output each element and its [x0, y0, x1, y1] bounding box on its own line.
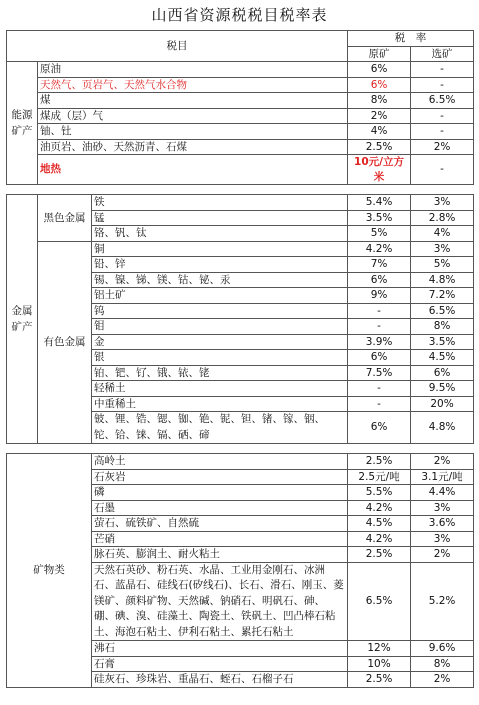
table-row	[7, 93, 474, 109]
item-name: 脉石英、膨润土、耐火粘土	[92, 547, 348, 563]
rate-concentrate: 4.8%	[411, 272, 474, 288]
item-name: 银	[92, 350, 348, 366]
item-name: 铅、锌	[92, 257, 348, 273]
rate-ore: 6.5%	[348, 562, 411, 641]
rate-concentrate: 6.5%	[411, 93, 474, 109]
rate-concentrate: 3%	[411, 195, 474, 211]
item-name: 萤石、硫铁矿、自然硫	[92, 516, 348, 532]
rate-concentrate: 9.6%	[411, 641, 474, 657]
table-row	[7, 155, 474, 185]
section-gap	[7, 185, 474, 195]
rate-concentrate: 3%	[411, 500, 474, 516]
rate-ore: 12%	[348, 641, 411, 657]
section-gap	[7, 444, 474, 454]
rate-ore: 4.2%	[348, 531, 411, 547]
item-name: 钼	[92, 319, 348, 335]
rate-ore: 6%	[348, 272, 411, 288]
rate-concentrate: -	[411, 77, 474, 93]
rate-ore: 3.5%	[348, 210, 411, 226]
table-row	[7, 139, 474, 155]
table-row	[7, 108, 474, 124]
rate-concentrate: 2%	[411, 672, 474, 688]
rate-concentrate: 5%	[411, 257, 474, 273]
item-name: 铁	[92, 195, 348, 211]
rate-concentrate: -	[411, 124, 474, 140]
rate-ore: -	[348, 381, 411, 397]
category-energy: 能源 矿产	[7, 62, 38, 185]
table-title: 山西省资源税税目税率表	[151, 6, 328, 24]
subcategory-ferrous: 黑色金属	[38, 195, 92, 242]
rate-ore: 6%	[348, 350, 411, 366]
table-row	[7, 195, 474, 211]
rate-concentrate: 2.8%	[411, 210, 474, 226]
item-name: 天然石英砂、粉石英、水晶、工业用金刚石、冰洲石、蓝晶石、硅线石(矽线石)、长石、滑石、刚玉、菱镁矿、颜料矿物、天然碱、钠硝石、明矾石、砷、硼、碘、溴、硅藻土、陶瓷土、铁矾土、凹凸棒石粘土、海泡石粘土、伊利石粘土、累托石粘土	[92, 562, 348, 641]
item-name: 中重稀土	[92, 396, 348, 412]
item-name: 石膏	[92, 656, 348, 672]
table-row	[7, 62, 474, 78]
rate-ore: 2%	[348, 108, 411, 124]
rate-concentrate: -	[411, 155, 474, 185]
item-name: 轻稀土	[92, 381, 348, 397]
rate-ore: 4.2%	[348, 500, 411, 516]
table-row	[7, 124, 474, 140]
rate-concentrate: 3.6%	[411, 516, 474, 532]
rate-concentrate: 3%	[411, 241, 474, 257]
rate-concentrate: 3.1元/吨	[411, 469, 474, 485]
rate-ore: -	[348, 303, 411, 319]
rate-concentrate: 4.5%	[411, 350, 474, 366]
item-name: 铀、钍	[38, 124, 348, 140]
table-row	[7, 77, 474, 93]
item-name: 芒硝	[92, 531, 348, 547]
rate-ore: 2.5%	[348, 547, 411, 563]
rate-ore: 4%	[348, 124, 411, 140]
rate-ore: 4.2%	[348, 241, 411, 257]
rate-concentrate: 2%	[411, 547, 474, 563]
rate-concentrate: 8%	[411, 319, 474, 335]
rate-ore: 5%	[348, 226, 411, 242]
item-name: 锡、镍、锑、镁、钴、铋、汞	[92, 272, 348, 288]
rate-ore: 2.5%	[348, 672, 411, 688]
category-nonmetal: 矿物类	[7, 454, 92, 688]
rate-concentrate: 4.8%	[411, 412, 474, 444]
item-name: 石墨	[92, 500, 348, 516]
rate-concentrate: 3%	[411, 531, 474, 547]
rate-ore: 2.5元/吨	[348, 469, 411, 485]
header-row-1	[7, 31, 474, 47]
item-name: 石灰岩	[92, 469, 348, 485]
rate-ore: 7.5%	[348, 365, 411, 381]
item-name: 天然气、页岩气、天然气水合物	[38, 77, 348, 93]
item-name: 煤成（层）气	[38, 108, 348, 124]
rate-ore: 3.9%	[348, 334, 411, 350]
item-name: 油页岩、油砂、天然沥青、石煤	[38, 139, 348, 155]
rate-ore: 10元/立方米	[348, 155, 411, 185]
item-name: 铍、锂、锆、锶、铷、铯、铌、钽、锗、镓、铟、铊、铪、铼、镉、硒、碲	[92, 412, 348, 444]
header-item: 税目	[7, 31, 348, 62]
rate-ore: 8%	[348, 93, 411, 109]
item-name: 磷	[92, 485, 348, 501]
header-ore: 原矿	[348, 46, 411, 62]
rate-ore: 6%	[348, 77, 411, 93]
rate-concentrate: 3.5%	[411, 334, 474, 350]
rate-concentrate: -	[411, 108, 474, 124]
item-name: 原油	[38, 62, 348, 78]
table-row	[7, 241, 474, 257]
item-name: 铝土矿	[92, 288, 348, 304]
item-name: 煤	[38, 93, 348, 109]
rate-concentrate: 6.5%	[411, 303, 474, 319]
rate-concentrate: 2%	[411, 454, 474, 470]
rate-ore: 10%	[348, 656, 411, 672]
rate-ore: 7%	[348, 257, 411, 273]
rate-concentrate: -	[411, 62, 474, 78]
rate-ore: 2.5%	[348, 139, 411, 155]
rate-concentrate: 5.2%	[411, 562, 474, 641]
rate-ore: 6%	[348, 62, 411, 78]
rate-concentrate: 8%	[411, 656, 474, 672]
rate-concentrate: 20%	[411, 396, 474, 412]
item-name: 地热	[38, 155, 348, 185]
rate-ore: 2.5%	[348, 454, 411, 470]
item-name: 金	[92, 334, 348, 350]
rate-ore: -	[348, 319, 411, 335]
header-rate: 税 率	[348, 31, 474, 47]
item-name: 锰	[92, 210, 348, 226]
rate-ore: 9%	[348, 288, 411, 304]
table-row	[7, 454, 474, 470]
subcategory-nonferrous: 有色金属	[38, 241, 92, 444]
item-name: 铂、钯、钌、锇、铱、铑	[92, 365, 348, 381]
rate-concentrate: 7.2%	[411, 288, 474, 304]
rate-concentrate: 4.4%	[411, 485, 474, 501]
category-metal: 金属 矿产	[7, 195, 38, 444]
rate-ore: 5.5%	[348, 485, 411, 501]
rate-concentrate: 4%	[411, 226, 474, 242]
item-name: 铜	[92, 241, 348, 257]
rate-concentrate: 6%	[411, 365, 474, 381]
item-name: 高岭土	[92, 454, 348, 470]
rate-ore: -	[348, 396, 411, 412]
tax-rate-table	[6, 30, 474, 688]
item-name: 钨	[92, 303, 348, 319]
item-name: 铬、钒、钛	[92, 226, 348, 242]
rate-ore: 4.5%	[348, 516, 411, 532]
item-name: 硅灰石、珍珠岩、重晶石、蛭石、石榴子石	[92, 672, 348, 688]
rate-concentrate: 9.5%	[411, 381, 474, 397]
rate-concentrate: 2%	[411, 139, 474, 155]
item-name: 沸石	[92, 641, 348, 657]
rate-ore: 5.4%	[348, 195, 411, 211]
rate-ore: 6%	[348, 412, 411, 444]
header-concentrate: 选矿	[411, 46, 474, 62]
